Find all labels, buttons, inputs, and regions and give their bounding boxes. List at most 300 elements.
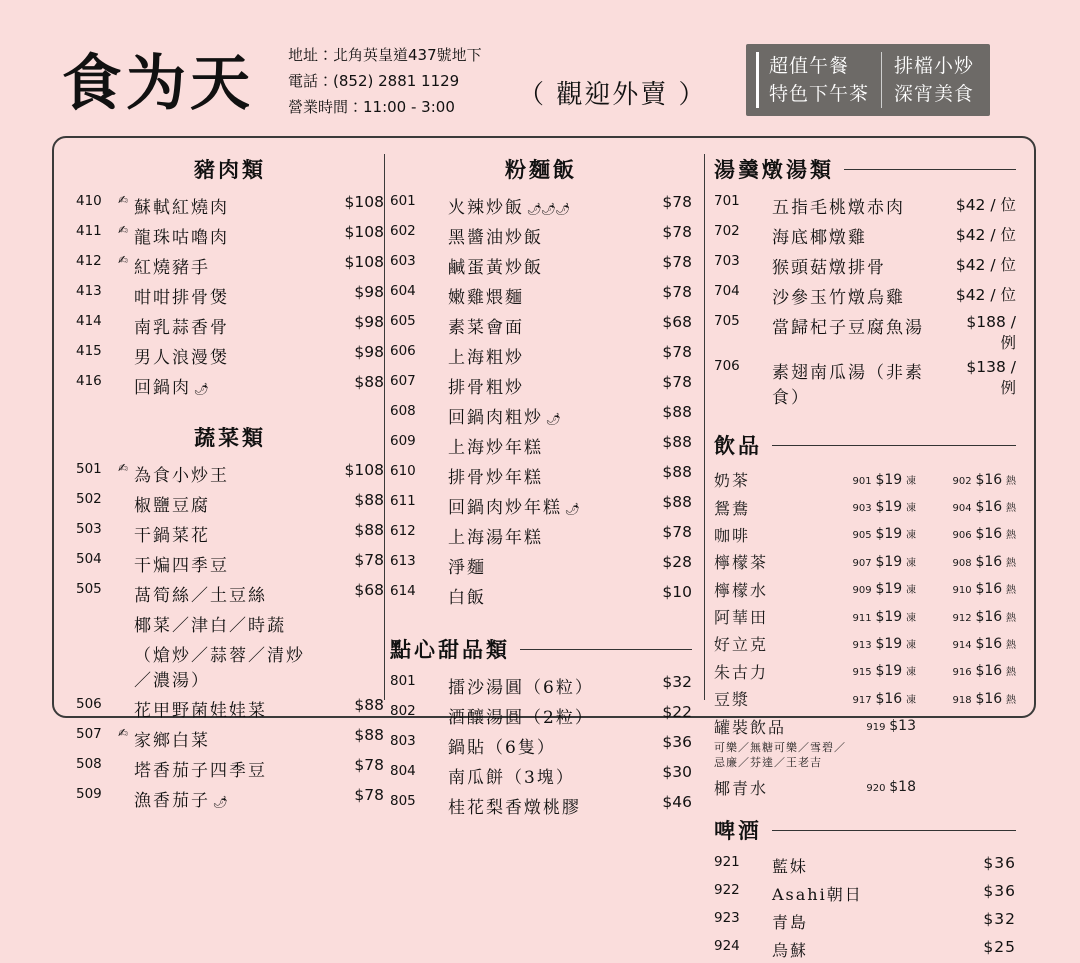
item-name: 素翅南瓜湯（非素食） — [772, 362, 924, 408]
menu-item-row — [76, 578, 384, 608]
menu-frame — [52, 136, 1036, 960]
item-price: $46 — [662, 792, 692, 811]
item-name: Asahi朝日 — [772, 884, 863, 904]
chef-recommend-icon — [432, 490, 448, 520]
chef-recommend-icon — [756, 851, 772, 879]
drink-hot-price: 910 $16 熱 — [952, 581, 1016, 598]
menu-item-row — [714, 220, 1016, 250]
drinks-table — [714, 466, 1016, 740]
menu-item-row — [390, 760, 692, 790]
promo-right-line2: 深宵美食 — [894, 83, 975, 105]
menu-item-row — [390, 220, 692, 250]
menu-item-row — [76, 488, 384, 518]
item-code: 505 — [76, 580, 102, 597]
item-price: $36 — [662, 732, 692, 751]
item-name: 回鍋肉炒年糕 🌶 — [448, 497, 580, 518]
chef-recommend-icon — [432, 550, 448, 580]
item-code: 701 — [714, 192, 740, 209]
menu-item-row — [714, 879, 1016, 907]
item-name: 上海粗炒 — [448, 347, 524, 368]
drink-name: 鴛鴦 — [714, 498, 751, 518]
drink-hot-price: 904 $16 熱 — [952, 499, 1016, 516]
dessert-item-table — [390, 670, 692, 820]
item-name: 鹹蛋黃炒飯 — [448, 257, 543, 278]
menu-item-row — [76, 458, 384, 488]
item-code: 921 — [714, 853, 740, 870]
item-code: 603 — [390, 252, 416, 269]
section-title-drinks — [714, 430, 1016, 460]
item-price: $32 — [662, 672, 692, 691]
item-name: 酒釀湯圓（2粒） — [448, 707, 594, 728]
restaurant-logo: 食为天 — [62, 49, 254, 119]
item-name: 蘇軾紅燒肉 — [134, 197, 229, 218]
chef-recommend-icon — [756, 355, 772, 410]
drink-price: 920 $18 — [866, 779, 916, 796]
menu-item-row — [390, 670, 692, 700]
address-line: 地址：北角英皇道437號地下 — [288, 46, 482, 64]
promo-left-line1: 超值午餐 — [769, 55, 850, 77]
item-code: 504 — [76, 550, 102, 567]
chili-icon: 🌶 — [562, 501, 580, 516]
menu-column-3 — [714, 148, 1016, 963]
chef-recommend-icon: ✍ — [118, 252, 129, 267]
item-price: $88 — [354, 372, 384, 391]
item-code: 609 — [390, 432, 416, 449]
item-name: 五指毛桃燉赤肉 — [772, 197, 905, 218]
promo-right — [881, 52, 986, 108]
chef-recommend-icon — [432, 580, 448, 610]
menu-item-row — [714, 310, 1016, 355]
promo-right-line1: 排檔小炒 — [894, 55, 975, 77]
menu-item-row — [76, 518, 384, 548]
drink-row — [714, 548, 1016, 575]
drink-cold-price: 911 $19 凍 — [852, 608, 916, 625]
menu-column-1 — [76, 148, 384, 813]
chef-recommend-icon — [118, 638, 134, 693]
chef-recommend-icon: ✍ — [118, 192, 129, 207]
item-code: 613 — [390, 552, 416, 569]
item-price: $88 — [662, 432, 692, 451]
promo-left-line2: 特色下午茶 — [769, 83, 870, 105]
item-price: $28 — [662, 552, 692, 571]
menu-item-row — [390, 430, 692, 460]
menu-item-row — [76, 220, 384, 250]
chef-recommend-icon — [118, 578, 134, 608]
drink-row — [714, 712, 1016, 739]
item-name: 白飯 — [448, 587, 486, 608]
menu-item-row — [76, 783, 384, 813]
chef-recommend-icon — [118, 340, 134, 370]
menu-item-row — [76, 190, 384, 220]
menu-item-row — [76, 693, 384, 723]
item-code: 506 — [76, 695, 102, 712]
can-drink-note — [714, 740, 1016, 770]
chef-recommend-icon — [756, 935, 772, 963]
item-code: 802 — [390, 702, 416, 719]
item-price: $108 — [344, 222, 384, 241]
item-name: 海底椰燉雞 — [772, 227, 867, 248]
item-code: 805 — [390, 792, 416, 809]
item-price: $98 — [354, 342, 384, 361]
menu-item-row — [76, 638, 384, 693]
item-price — [320, 638, 384, 693]
item-name: 擂沙湯圓（6粒） — [448, 677, 594, 698]
noodles-item-table — [390, 190, 692, 610]
item-code: 612 — [390, 522, 416, 539]
chili-icon: 🌶 — [191, 381, 209, 396]
item-price: $88 — [354, 520, 384, 539]
section-title-soup-text: 湯羹燉湯類 — [714, 157, 834, 182]
item-price: $32 — [983, 909, 1016, 928]
drink-name: 奶茶 — [714, 471, 751, 491]
item-name: 上海炒年糕 — [448, 437, 543, 458]
section-rule — [772, 830, 1016, 831]
item-name: 椰菜／津白／時蔬 — [134, 615, 286, 636]
item-name: 漁香茄子 🌶 — [134, 790, 228, 811]
chef-recommend-icon: ✍ — [118, 460, 129, 475]
item-price: $78 — [662, 282, 692, 301]
chef-recommend-icon — [118, 548, 134, 578]
item-code: 803 — [390, 732, 416, 749]
section-title-drinks-text: 飲品 — [714, 433, 762, 458]
chef-recommend-icon — [432, 700, 448, 730]
drink-hot-price: 916 $16 熱 — [952, 663, 1016, 680]
menu-item-row — [390, 280, 692, 310]
item-name: 回鍋肉 🌶 — [134, 377, 209, 398]
chili-icon: 🌶 — [543, 411, 561, 426]
menu-item-row — [76, 723, 384, 753]
item-name: （熗炒／蒜蓉／清炒／濃湯） — [134, 645, 305, 691]
item-name: 火辣炒飯 🌶🌶🌶 — [448, 197, 570, 218]
chef-recommend-icon — [432, 760, 448, 790]
item-price: $78 — [354, 785, 384, 804]
item-code: 923 — [714, 909, 740, 926]
coconut-row-table — [714, 774, 1016, 801]
item-code: 602 — [390, 222, 416, 239]
item-price: $108 — [344, 252, 384, 271]
item-name: 烏蘇 — [772, 940, 809, 960]
item-code: 412 — [76, 252, 102, 269]
item-code: 611 — [390, 492, 416, 509]
menu-item-row — [76, 548, 384, 578]
item-name: 干煸四季豆 — [134, 555, 229, 576]
item-name: 椒鹽豆腐 — [134, 495, 210, 516]
chef-recommend-icon — [756, 907, 772, 935]
item-price: $30 — [662, 762, 692, 781]
item-code: 801 — [390, 672, 416, 689]
item-code: 607 — [390, 372, 416, 389]
menu-item-row — [714, 280, 1016, 310]
item-name: 猴頭菇燉排骨 — [772, 257, 886, 278]
item-price: $42 / 位 — [955, 255, 1016, 274]
item-code: 706 — [714, 357, 740, 374]
menu-item-row — [390, 340, 692, 370]
item-code: 509 — [76, 785, 102, 802]
drink-name: 豆漿 — [714, 690, 751, 710]
section-title-dessert — [390, 634, 692, 664]
section-title-beer-text: 啤酒 — [714, 818, 762, 844]
chef-recommend-icon — [432, 430, 448, 460]
chef-recommend-icon — [756, 250, 772, 280]
item-price — [320, 608, 384, 638]
item-name: 男人浪漫煲 — [134, 347, 229, 368]
drink-row — [714, 521, 1016, 548]
item-code: 502 — [76, 490, 102, 507]
item-code: 606 — [390, 342, 416, 359]
chef-recommend-icon — [432, 310, 448, 340]
chef-recommend-icon: ✍ — [118, 725, 129, 740]
item-name: 南瓜餅（3塊） — [448, 767, 575, 788]
menu-item-row — [76, 280, 384, 310]
item-price: $88 — [354, 695, 384, 714]
drink-cold-price: 909 $19 凍 — [852, 581, 916, 598]
chef-recommend-icon — [118, 370, 134, 400]
drink-row — [714, 603, 1016, 630]
section-title-beer — [714, 815, 1016, 845]
item-code: 804 — [390, 762, 416, 779]
column-divider-1 — [384, 154, 385, 700]
menu-item-row — [390, 310, 692, 340]
chef-recommend-icon — [432, 220, 448, 250]
item-code: 410 — [76, 192, 102, 209]
drink-name: 椰青水 — [714, 778, 769, 798]
chef-recommend-icon — [118, 280, 134, 310]
drink-name: 罐裝飲品 — [714, 717, 787, 737]
menu-item-row — [390, 460, 692, 490]
item-name: 嫩雞煨麵 — [448, 287, 524, 308]
item-name: 黑醬油炒飯 — [448, 227, 543, 248]
chef-recommend-icon — [118, 518, 134, 548]
item-price: $88 — [354, 490, 384, 509]
menu-item-row — [714, 907, 1016, 935]
item-price: $10 — [662, 582, 692, 601]
item-price: $78 — [662, 372, 692, 391]
item-code: 508 — [76, 755, 102, 772]
item-code: 413 — [76, 282, 102, 299]
item-name: 青島 — [772, 912, 809, 932]
item-name: 排骨炒年糕 — [448, 467, 543, 488]
column-divider-2 — [704, 154, 705, 700]
menu-item-row — [76, 608, 384, 638]
chef-recommend-icon — [432, 340, 448, 370]
drink-row — [714, 774, 1016, 801]
chef-recommend-icon — [432, 460, 448, 490]
item-name: 藍妹 — [772, 856, 809, 876]
item-price: $78 — [354, 755, 384, 774]
item-price: $22 — [662, 702, 692, 721]
chef-recommend-icon — [756, 220, 772, 250]
item-name: 花甲野菌娃娃菜 — [134, 700, 267, 721]
item-name: 鍋貼（6隻） — [448, 737, 556, 758]
promo-left — [756, 52, 881, 108]
drink-hot-price: 914 $16 熱 — [952, 635, 1016, 652]
soup-item-table — [714, 190, 1016, 410]
item-code: 605 — [390, 312, 416, 329]
item-price: $108 — [344, 460, 384, 479]
item-name: 塔香茄子四季豆 — [134, 760, 267, 781]
item-code: 415 — [76, 342, 102, 359]
item-price: $88 — [662, 402, 692, 421]
item-name: 淨麵 — [448, 557, 486, 578]
item-price: $78 — [662, 192, 692, 211]
item-price: $78 — [662, 342, 692, 361]
item-price: $188 / 例 — [966, 312, 1016, 352]
chef-recommend-icon — [756, 310, 772, 355]
item-price: $36 — [983, 881, 1016, 900]
item-name: 排骨粗炒 — [448, 377, 524, 398]
chef-recommend-icon — [118, 783, 134, 813]
menu-item-row — [390, 370, 692, 400]
item-name: 回鍋肉粗炒 🌶 — [448, 407, 561, 428]
item-code: 414 — [76, 312, 102, 329]
item-price: $88 — [662, 462, 692, 481]
chili-icon: 🌶 — [210, 794, 228, 809]
drink-cold-price: 905 $19 凍 — [852, 526, 916, 543]
contact-block — [288, 42, 482, 120]
item-price: $68 — [662, 312, 692, 331]
item-name: 干鍋菜花 — [134, 525, 210, 546]
menu-item-row — [76, 370, 384, 400]
drink-row — [714, 630, 1016, 657]
chef-recommend-icon — [432, 730, 448, 760]
menu-item-row — [714, 250, 1016, 280]
item-price: $68 — [354, 580, 384, 599]
item-name: 南乳蒜香骨 — [134, 317, 229, 338]
menu-item-row — [714, 355, 1016, 410]
menu-item-row — [76, 310, 384, 340]
drink-row — [714, 466, 1016, 493]
item-name: 素菜會面 — [448, 317, 524, 338]
item-code: 922 — [714, 881, 740, 898]
drink-hot-price: 906 $16 熱 — [952, 526, 1016, 543]
section-title-dessert-text: 點心甜品類 — [390, 637, 510, 662]
menu-item-row — [390, 550, 692, 580]
item-code — [76, 608, 118, 638]
item-code: 507 — [76, 725, 102, 742]
chef-recommend-icon — [432, 670, 448, 700]
chef-recommend-icon — [118, 753, 134, 783]
item-code: 411 — [76, 222, 102, 239]
item-code: 614 — [390, 582, 416, 599]
veg-item-table — [76, 458, 384, 813]
pork-item-table — [76, 190, 384, 400]
chef-recommend-icon — [432, 250, 448, 280]
chef-recommend-icon — [118, 488, 134, 518]
item-code: 610 — [390, 462, 416, 479]
drink-row — [714, 685, 1016, 712]
menu-item-row — [714, 190, 1016, 220]
drink-row — [714, 658, 1016, 685]
item-code: 604 — [390, 282, 416, 299]
item-price: $88 — [662, 492, 692, 511]
item-price: $78 — [354, 550, 384, 569]
can-note-line1: 可樂／無糖可樂／雪碧／ — [714, 740, 846, 754]
drink-cold-price: 903 $19 凍 — [852, 499, 916, 516]
chef-recommend-icon — [756, 280, 772, 310]
item-code: 416 — [76, 372, 102, 389]
menu-item-row — [390, 400, 692, 430]
phone-line: 電話：(852) 2881 1129 — [288, 72, 460, 90]
beer-item-table — [714, 851, 1016, 963]
item-name: 紅燒豬手 — [134, 257, 210, 278]
chef-recommend-icon — [118, 693, 134, 723]
item-price: $42 / 位 — [955, 285, 1016, 304]
menu-item-row — [390, 190, 692, 220]
item-code: 702 — [714, 222, 740, 239]
section-title-noodles: 粉麵飯 — [505, 157, 577, 182]
section-title-soup — [714, 154, 1016, 184]
chef-recommend-icon — [118, 310, 134, 340]
chef-recommend-icon — [432, 790, 448, 820]
drink-name: 阿華田 — [714, 608, 769, 628]
page-header — [0, 0, 1080, 130]
section-rule — [772, 445, 1016, 446]
drink-hot-price: 918 $16 熱 — [952, 690, 1016, 707]
drink-name: 朱古力 — [714, 662, 769, 682]
item-name: 桂花梨香燉桃膠 — [448, 797, 581, 818]
chili-icon: 🌶🌶🌶 — [524, 201, 570, 216]
drink-hot-price: 902 $16 熱 — [952, 471, 1016, 488]
menu-item-row — [76, 250, 384, 280]
item-code: 924 — [714, 937, 740, 954]
menu-item-row — [390, 580, 692, 610]
drink-cold-price: 915 $19 凍 — [852, 663, 916, 680]
drink-name: 咖啡 — [714, 525, 751, 545]
item-code: 704 — [714, 282, 740, 299]
drink-name: 檸檬水 — [714, 580, 769, 600]
drink-cold-price: 901 $19 凍 — [852, 471, 916, 488]
section-rule — [844, 169, 1016, 170]
chef-recommend-icon — [118, 608, 134, 638]
item-code: 705 — [714, 312, 740, 329]
item-price: $42 / 位 — [955, 225, 1016, 244]
drink-cold-price: 919 $13 — [866, 718, 916, 735]
item-price: $108 — [344, 192, 384, 211]
item-code: 608 — [390, 402, 416, 419]
item-code — [76, 638, 118, 693]
chef-recommend-icon — [756, 190, 772, 220]
menu-item-row — [390, 250, 692, 280]
menu-item-row — [714, 851, 1016, 879]
item-code: 503 — [76, 520, 102, 537]
can-note-line2: 忌廉／芬達／王老吉 — [714, 755, 822, 769]
section-title-pork: 豬肉類 — [194, 157, 266, 182]
menu-item-row — [714, 935, 1016, 963]
menu-item-row — [390, 790, 692, 820]
item-price: $36 — [983, 853, 1016, 872]
item-price: $42 / 位 — [955, 195, 1016, 214]
chef-recommend-icon: ✍ — [118, 222, 129, 237]
item-price: $98 — [354, 312, 384, 331]
menu-item-row — [390, 730, 692, 760]
section-title-veg: 蔬菜類 — [194, 425, 266, 450]
menu-item-row — [390, 520, 692, 550]
drink-cold-price: 913 $19 凍 — [852, 635, 916, 652]
drink-hot-price: 908 $16 熱 — [952, 553, 1016, 570]
promo-banner — [746, 44, 990, 116]
item-price: $98 — [354, 282, 384, 301]
chef-recommend-icon — [756, 879, 772, 907]
drink-cold-price: 907 $19 凍 — [852, 553, 916, 570]
drink-name: 檸檬茶 — [714, 553, 769, 573]
drink-hot-price: 912 $16 熱 — [952, 608, 1016, 625]
menu-item-row — [390, 700, 692, 730]
chef-recommend-icon — [432, 370, 448, 400]
menu-column-2 — [390, 148, 692, 820]
item-name: 沙參玉竹燉烏雞 — [772, 287, 905, 308]
drink-name: 好立克 — [714, 635, 769, 655]
item-code: 601 — [390, 192, 416, 209]
